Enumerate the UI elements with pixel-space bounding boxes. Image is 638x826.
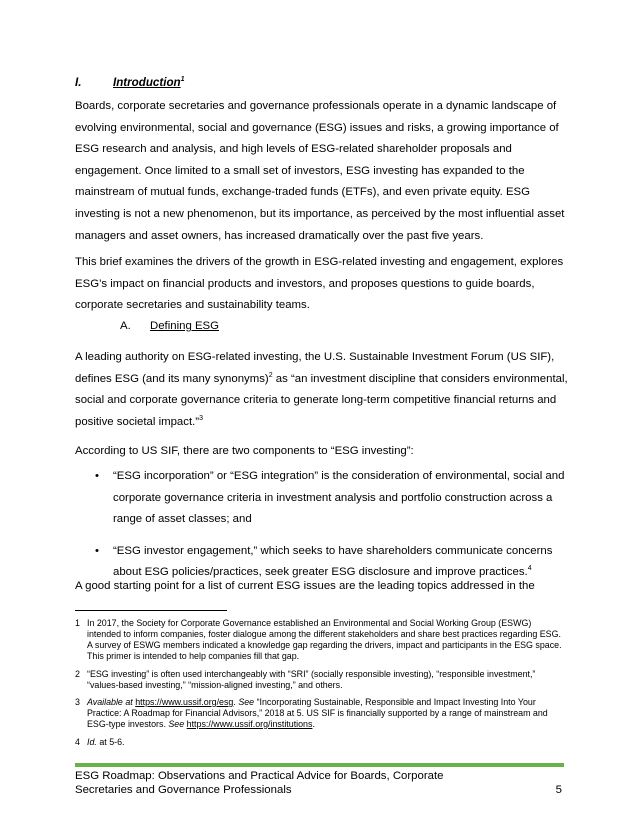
intro-paragraph-2: This brief examines the drivers of the growth in ESG-related investing and engagement, explores ESG’s impact on financial products and investors, and proposes questions to guide boards, corporate secretaries and sustainability teams. <box>75 256 564 312</box>
subsection-title: Defining ESG <box>150 320 220 332</box>
bullet-icon: • <box>95 470 99 482</box>
components-intro: According to US SIF, there are two components to “ESG investing”: <box>75 445 414 457</box>
page-number: 5 <box>555 784 562 796</box>
bullet-icon: • <box>95 544 99 557</box>
list-item <box>95 466 570 531</box>
footnote-avail: Available at <box>87 697 133 707</box>
ussif-esg-link[interactable]: https://www.ussif.org/esg <box>135 697 234 707</box>
footnote-2 <box>75 669 565 691</box>
footnote-id: Id. <box>87 737 97 747</box>
footnote-number: 4 <box>75 737 80 747</box>
section-heading <box>75 76 185 89</box>
components-list <box>95 466 570 584</box>
definition-text-2: as “an investment discipline that considers environmental, social and corporate governance criteria to generate long-term competitive financial returns and positive societal impact.” <box>75 372 568 428</box>
footnote-number: 3 <box>75 697 80 707</box>
footnote-text-body: at 5-6. <box>96 737 125 747</box>
footnote-ref-2[interactable]: 2 <box>268 371 273 379</box>
definition-paragraph <box>75 347 570 433</box>
intro-paragraph-1: Boards, corporate secretaries and governance professionals operate in a dynamic landscape of evolving environmental, social and governance (ESG) issues and risks, a growing importance of ESG research and analysis, and high levels of ESG-related shareholder proposals and engagement. Once limited to a small set of investors, ESG investing has expanded to the mainstream of mutual funds, exchange-traded funds (ETFs), and even private equity. ESG investing is not a new phenomenon, but its importance, as perceived by the most influential asset managers and asset owners, has increased dramatically over the past five years. <box>75 100 565 242</box>
footer-title: ESG Roadmap: Observations and Practical Advice for Boards, Corporate Secretaries and Governance Professionals <box>75 770 444 796</box>
list-item-text: “ESG incorporation” or “ESG integration” is the consideration of environmental, social and corporate governance criteria in investment analysis and portfolio construction across a range of asset classes; and <box>113 470 565 526</box>
footnote-see: See <box>238 697 255 707</box>
definition-text-1: A leading authority on ESG-related investing, the U.S. Sustainable Investment Forum (US SIF), defines ESG (and its many synonyms) <box>75 351 555 385</box>
list-item-text: “ESG investor engagement,” which seeks to have shareholders communicate concerns about ESG policies/practices, seek greater ESG disclosure and improve practices. <box>113 544 553 579</box>
footnote-number: 2 <box>75 669 80 679</box>
footnote-ref-4[interactable]: 4 <box>527 565 532 573</box>
footer-accent-bar <box>75 763 564 767</box>
footnote-1 <box>75 618 565 662</box>
footnote-3 <box>75 697 565 730</box>
footnote-text: In 2017, the Society for Corporate Governance established an Environmental and Social Working Group (ESWG) intended to inform companies, foster dialogue among the different stakeholders and share best practices regarding ESG. A survey of ESWG members indicated a knowledge gap regarding the drivers, impact and participants in the ESG space. This primer is intended to help companies fill that gap. <box>87 618 562 661</box>
closing-text: A good starting point for a list of current ESG issues are the leading topics addressed in the <box>75 580 535 592</box>
subsection-heading <box>120 320 219 332</box>
footnote-see: See <box>168 719 185 729</box>
footnote-ref-3[interactable]: 3 <box>199 414 203 422</box>
footnote-ref-1[interactable]: 1 <box>180 76 185 84</box>
subsection-letter: A. <box>120 320 131 332</box>
section-number: I. <box>75 76 82 89</box>
footnote-text: Available at https://www.ussif.org/esg. See “Incorporating Sustainable, Responsible and Impact Investing Into Your Practice: A Roadmap for Financial Advisors,” 2018 at 5. US SIF is financially supported by a range of mainstream and ESG-type investors. See https://www.ussif.org/institutions. <box>87 697 548 729</box>
footnote-text <box>87 737 565 748</box>
footnote-4 <box>75 737 565 748</box>
section-title: Introduction <box>113 76 181 89</box>
footnote-text-body: “Incorporating Sustainable, Responsible and Impact Investing Into Your Practice: A Roadmap for Financial Advisors,” 2018 at 5. US SIF is financially supported by a range of mainstream and ESG-type investors. <box>87 697 548 729</box>
footnote-text: “ESG investing” is often used interchangeably with “SRI” (socially responsible investing), “responsible investment,” “values-based investing,” “mission-aligned investing,” and others. <box>87 669 536 690</box>
ussif-institutions-link[interactable]: https://www.ussif.org/institutions <box>186 719 313 729</box>
footnote-divider <box>75 610 227 611</box>
footnote-number: 1 <box>75 618 80 628</box>
page-footer <box>75 769 564 797</box>
